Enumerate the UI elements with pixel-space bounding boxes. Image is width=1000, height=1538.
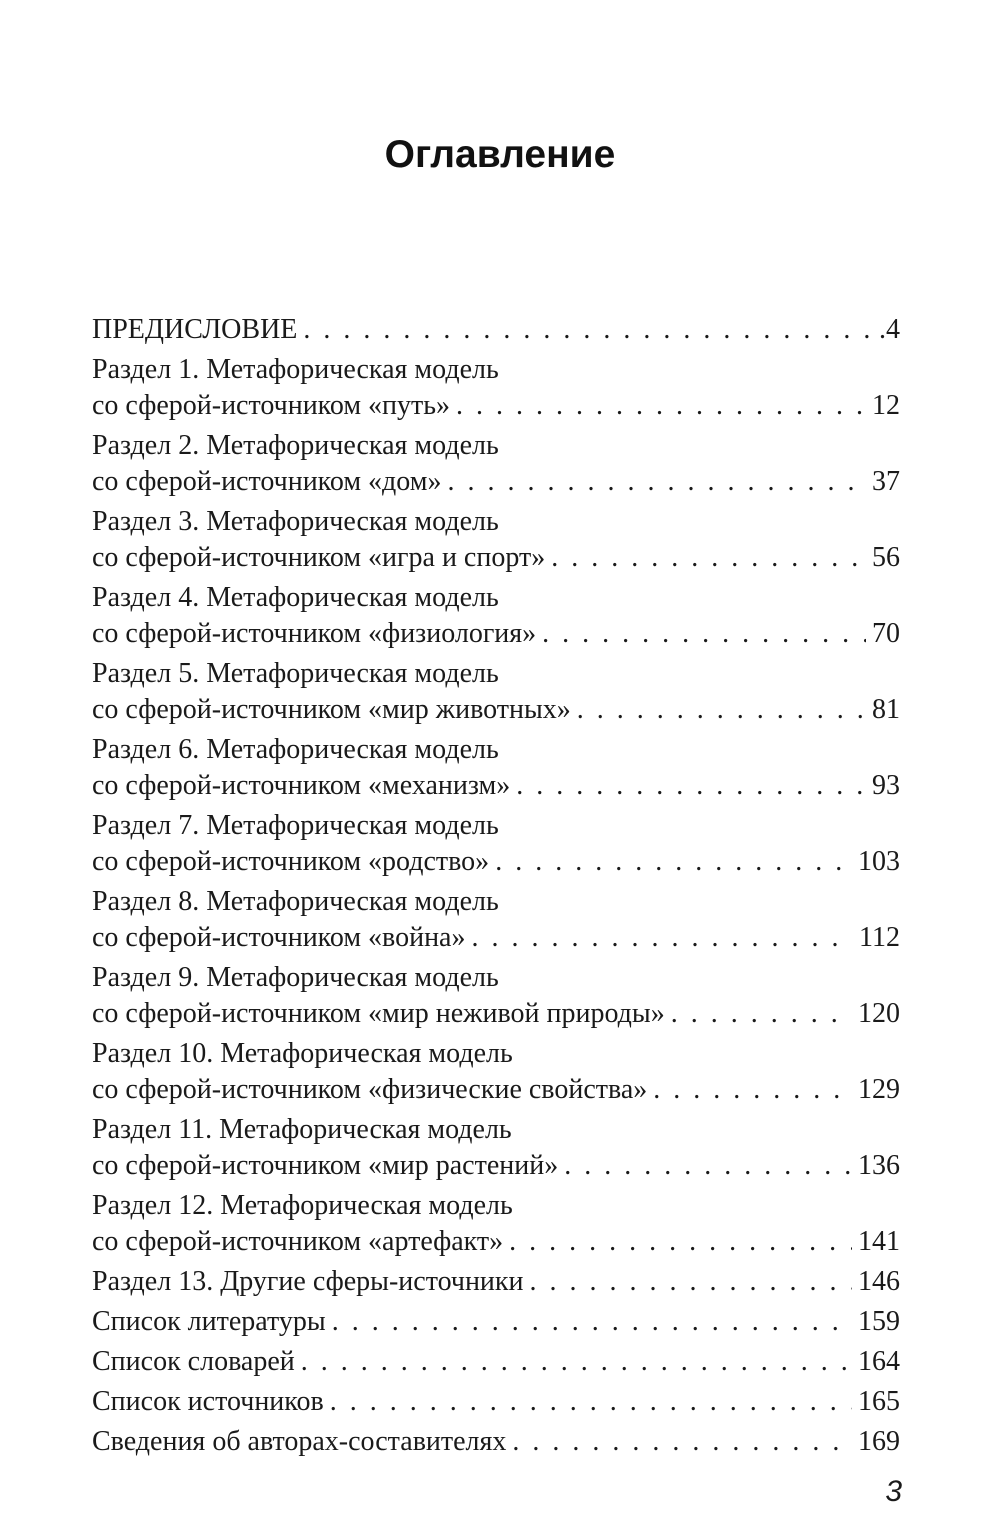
toc-entry[interactable] (92, 884, 900, 956)
toc-entry-heading-line (92, 504, 900, 540)
dot-leader (577, 692, 866, 728)
toc-page-number: 37 (872, 466, 900, 497)
toc-page-number: 93 (872, 770, 900, 801)
toc-entry[interactable] (92, 1304, 900, 1340)
toc-entry-heading-line (92, 884, 900, 920)
toc-entry-line (92, 1148, 900, 1184)
toc-entry-heading-line (92, 580, 900, 616)
toc-entry[interactable] (92, 580, 900, 652)
dot-leader (330, 1384, 852, 1420)
toc-entry[interactable] (92, 312, 900, 348)
toc-entry[interactable] (92, 352, 900, 424)
toc-entry[interactable] (92, 1344, 900, 1380)
toc-entry-line (92, 996, 900, 1032)
toc-entry-title: со сферой-источником «артефакт» (92, 1226, 504, 1257)
toc-entry[interactable] (92, 808, 900, 880)
toc-entry-line (92, 1304, 900, 1340)
toc-entry-title: Список словарей (92, 1346, 295, 1377)
dot-leader (530, 1264, 853, 1300)
toc-entry-title: со сферой-источником «мир животных» (92, 694, 571, 725)
dot-leader (509, 1224, 852, 1260)
dot-leader (495, 844, 852, 880)
toc-entry-heading-line (92, 1188, 900, 1224)
toc-entry-line (92, 388, 900, 424)
dot-leader (671, 996, 852, 1032)
toc-entry-title: Раздел 7. Метафорическая модель (92, 810, 499, 841)
toc-entry-heading-line (92, 352, 900, 388)
toc-entry-line (92, 1264, 900, 1300)
toc-entry-title: Раздел 11. Метафорическая модель (92, 1114, 512, 1145)
dot-leader (303, 312, 873, 348)
toc-entry-title: со сферой-источником «физиология» (92, 618, 537, 649)
toc-entry-title: Список источников (92, 1386, 324, 1417)
toc-page-number: 112 (859, 922, 900, 953)
toc-entry-title: Список литературы (92, 1306, 326, 1337)
toc-entry[interactable] (92, 428, 900, 500)
toc-entry-title: ПРЕДИСЛОВИЕ (92, 314, 298, 345)
dot-leader (447, 464, 866, 500)
toc-entry[interactable] (92, 1424, 900, 1460)
toc-entry-title: со сферой-источником «игра и спорт» (92, 542, 546, 573)
toc-entry[interactable] (92, 1384, 900, 1420)
toc-page-number: 56 (872, 542, 900, 573)
toc-entry-line (92, 768, 900, 804)
toc-entry-title: Раздел 6. Метафорическая модель (92, 734, 499, 765)
toc-entry[interactable] (92, 1036, 900, 1108)
toc-entry-line (92, 540, 900, 576)
dot-leader (516, 768, 866, 804)
dot-leader (471, 920, 853, 956)
toc-page-number: 169 (858, 1426, 900, 1457)
toc-entry-title: Раздел 12. Метафорическая модель (92, 1190, 513, 1221)
toc-entry-title: со сферой-источником «война» (92, 922, 466, 953)
toc-entry[interactable] (92, 960, 900, 1032)
toc-entry-heading-line (92, 960, 900, 996)
table-of-contents (92, 312, 900, 1464)
toc-entry[interactable] (92, 504, 900, 576)
toc-entry-title: Раздел 10. Метафорическая модель (92, 1038, 513, 1069)
toc-entry-line (92, 1384, 900, 1420)
toc-page-number: 146 (858, 1266, 900, 1297)
toc-entry-heading-line (92, 1112, 900, 1148)
toc-page-number: 12 (872, 390, 900, 421)
toc-entry-title: Раздел 2. Метафорическая модель (92, 430, 499, 461)
dot-leader (456, 388, 866, 424)
toc-entry[interactable] (92, 1264, 900, 1300)
toc-page-number: 103 (858, 846, 900, 877)
dot-leader (564, 1148, 852, 1184)
dot-leader (301, 1344, 852, 1380)
toc-entry-line (92, 1344, 900, 1380)
toc-entry-title: со сферой-источником «путь» (92, 390, 451, 421)
toc-page-number: 70 (872, 618, 900, 649)
toc-entry-title: со сферой-источником «родство» (92, 846, 490, 877)
toc-entry-heading-line (92, 732, 900, 768)
toc-page-number: 81 (872, 694, 900, 725)
toc-entry-heading-line (92, 656, 900, 692)
toc-page-number: .4 (879, 314, 900, 345)
toc-entry-title: Раздел 1. Метафорическая модель (92, 354, 499, 385)
toc-entry[interactable] (92, 732, 900, 804)
toc-entry-title: со сферой-источником «физические свойства» (92, 1074, 648, 1105)
toc-entry-title: Раздел 9. Метафорическая модель (92, 962, 499, 993)
dot-leader (542, 616, 866, 652)
toc-page-number: 141 (858, 1226, 900, 1257)
toc-entry[interactable] (92, 1112, 900, 1184)
toc-entry-title: со сферой-источником «механизм» (92, 770, 511, 801)
toc-entry-heading-line (92, 808, 900, 844)
toc-entry-line (92, 616, 900, 652)
toc-entry-title: Раздел 3. Метафорическая модель (92, 506, 499, 537)
dot-leader (653, 1072, 852, 1108)
toc-page-number: 129 (858, 1074, 900, 1105)
page-title: Оглавление (384, 133, 616, 176)
toc-entry-line (92, 844, 900, 880)
toc-entry-title: Сведения об авторах-составителях (92, 1426, 507, 1457)
toc-entry-line (92, 1072, 900, 1108)
toc-entry-title: Раздел 8. Метафорическая модель (92, 886, 499, 917)
toc-page-number: 136 (858, 1150, 900, 1181)
toc-entry[interactable] (92, 1188, 900, 1260)
toc-page-number: 120 (858, 998, 900, 1029)
toc-page-number: 165 (858, 1386, 900, 1417)
toc-entry-heading-line (92, 1036, 900, 1072)
toc-entry-line (92, 692, 900, 728)
toc-entry-line (92, 1224, 900, 1260)
toc-entry-heading-line (92, 428, 900, 464)
toc-entry[interactable] (92, 656, 900, 728)
toc-entry-title: со сферой-источником «мир растений» (92, 1150, 559, 1181)
dot-leader (551, 540, 866, 576)
toc-entry-title: Раздел 4. Метафорическая модель (92, 582, 499, 613)
toc-entry-title: со сферой-источником «дом» (92, 466, 442, 497)
toc-entry-title: Раздел 5. Метафорическая модель (92, 658, 499, 689)
toc-entry-line (92, 920, 900, 956)
toc-page-number: 164 (858, 1346, 900, 1377)
toc-entry-line (92, 464, 900, 500)
toc-entry-title: Раздел 13. Другие сферы-источники (92, 1266, 524, 1297)
dot-leader (512, 1424, 852, 1460)
toc-entry-line (92, 1424, 900, 1460)
toc-page-number: 159 (858, 1306, 900, 1337)
toc-entry-line (92, 312, 900, 348)
page-number: 3 (885, 1475, 902, 1508)
toc-entry-title: со сферой-источником «мир неживой природы» (92, 998, 665, 1029)
dot-leader (332, 1304, 852, 1340)
